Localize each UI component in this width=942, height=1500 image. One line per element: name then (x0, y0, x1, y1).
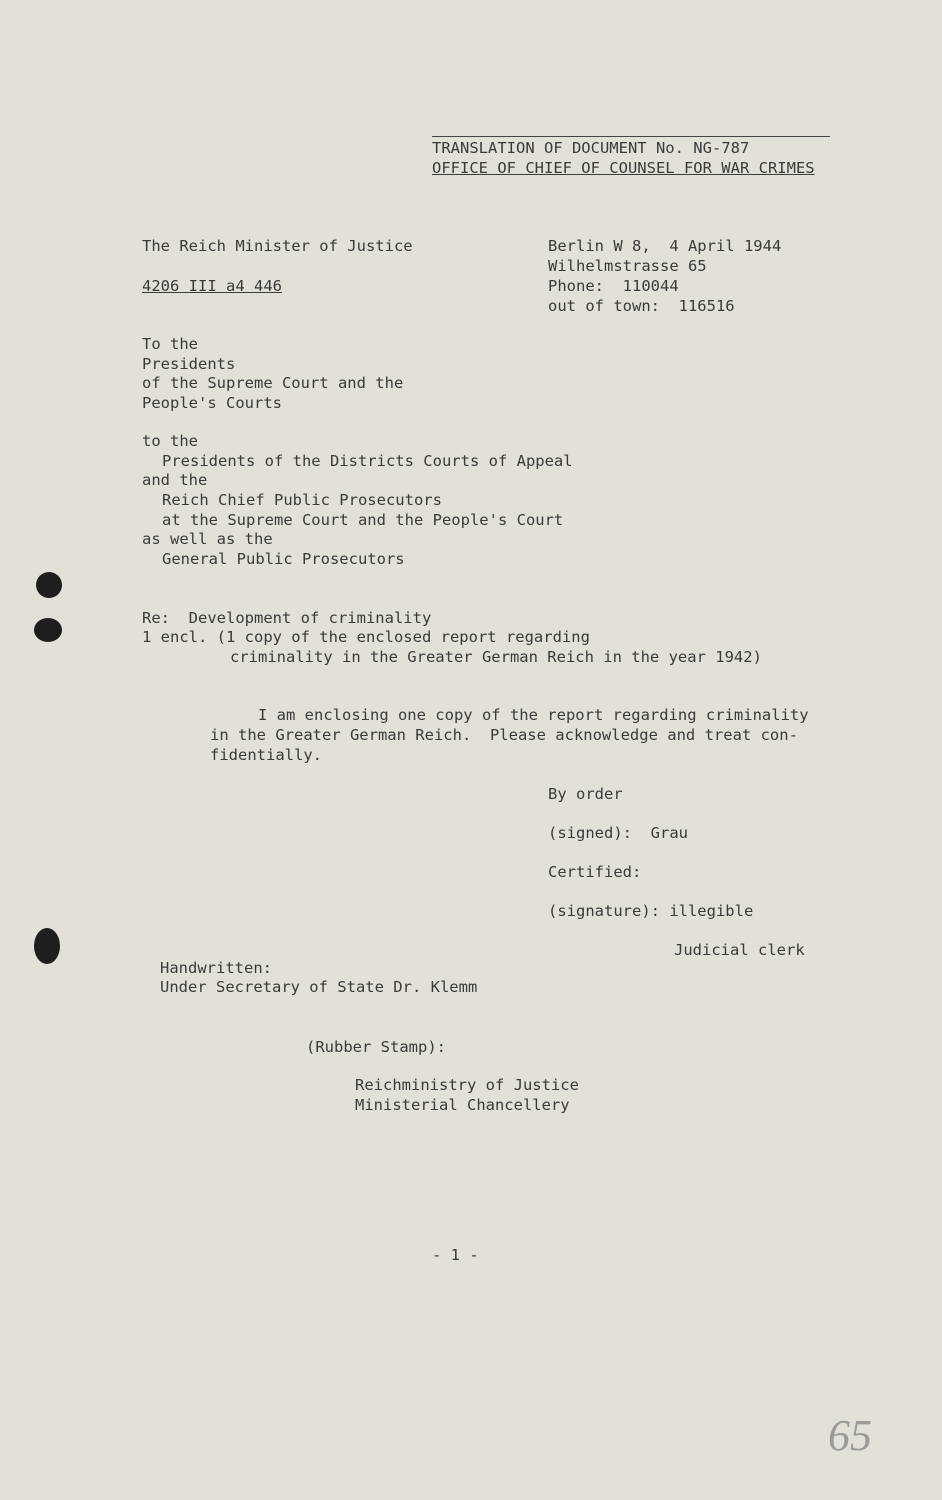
punch-hole (36, 572, 62, 598)
punch-hole (34, 618, 62, 642)
stamp-label: (Rubber Stamp): (306, 1038, 446, 1056)
punch-hole (34, 928, 60, 964)
file-reference: 4206 III a4 446 (142, 277, 282, 295)
recipient-line: of the Supreme Court and the (142, 374, 404, 392)
body-text: I am enclosing one copy of the report regarding criminality (258, 706, 809, 724)
handwritten-note: Under Secretary of State Dr. Klemm (160, 978, 478, 996)
handwritten-label: Handwritten: (160, 959, 272, 977)
page-number: - 1 - (432, 1246, 479, 1264)
phone-number: Phone: 110044 (548, 277, 679, 295)
stamp-line: Reichministry of Justice (355, 1076, 579, 1094)
stamp-line: Ministerial Chancellery (355, 1096, 570, 1114)
signature-illegible: (signature): illegible (548, 902, 754, 920)
recipient-line: Presidents of the Districts Courts of Appeal (162, 452, 573, 470)
translation-header: TRANSLATION OF DOCUMENT No. NG-787 (432, 139, 750, 157)
city-date: Berlin W 8, 4 April 1944 (548, 237, 782, 255)
folio-number: 65 (828, 1411, 872, 1460)
street-address: Wilhelmstrasse 65 (548, 257, 707, 275)
body-text: fidentially. (210, 746, 322, 764)
out-of-town-number: out of town: 116516 (548, 297, 735, 315)
recipient-line: as well as the (142, 530, 273, 548)
recipient-line: To the (142, 335, 198, 353)
sender-title: The Reich Minister of Justice (142, 237, 413, 255)
recipient-line: General Public Prosecutors (162, 550, 405, 568)
enclosure-line: 1 encl. (1 copy of the enclosed report regarding (142, 628, 590, 646)
subject-line: Re: Development of criminality (142, 609, 432, 627)
recipient-line: People's Courts (142, 394, 282, 412)
certified-label: Certified: (548, 863, 642, 881)
by-order: By order (548, 785, 623, 803)
recipient-line: to the (142, 432, 198, 450)
enclosure-line: criminality in the Greater German Reich in the year 1942) (230, 648, 762, 666)
recipient-line: and the (142, 471, 208, 489)
recipient-line: Reich Chief Public Prosecutors (162, 491, 442, 509)
office-header: OFFICE OF CHIEF OF COUNSEL FOR WAR CRIMES (432, 159, 815, 177)
body-text: in the Greater German Reich. Please acknowledge and treat con- (210, 726, 798, 744)
signed-by: (signed): Grau (548, 824, 688, 842)
header-top-rule (432, 136, 830, 137)
recipient-line: at the Supreme Court and the People's Court (162, 511, 564, 529)
judicial-clerk: Judicial clerk (674, 941, 805, 959)
recipient-line: Presidents (142, 355, 236, 373)
